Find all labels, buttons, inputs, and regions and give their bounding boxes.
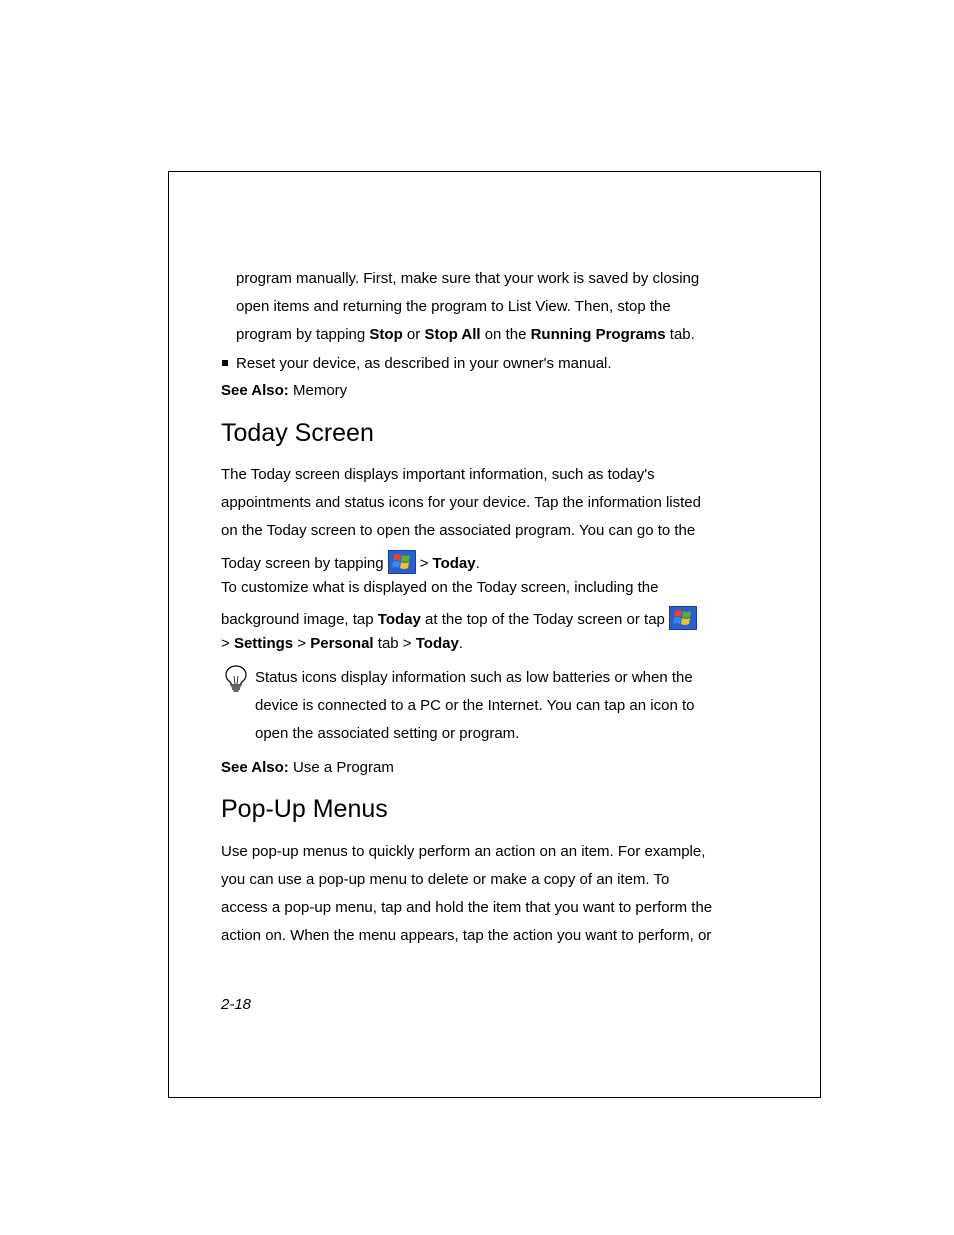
intro-line-1: program manually. First, make sure that your work is saved by closing — [236, 270, 700, 287]
today-p1-line-4: Today screen by tapping > Today. — [221, 550, 480, 574]
today-p1-line-2: appointments and status icons for your device. Tap the information listed — [221, 494, 701, 511]
tip-line-1: Status icons display information such as low batteries or when the — [255, 669, 693, 686]
today-p2-line-2: background image, tap Today at the top of the Today screen or tap — [221, 606, 701, 630]
popup-line-2: you can use a pop-up menu to delete or make a copy of an item. To — [221, 871, 670, 888]
page-number: 2-18 — [221, 996, 252, 1013]
bullet-marker — [222, 360, 228, 366]
popup-line-4: action on. When the menu appears, tap the action you want to perform, or — [221, 927, 712, 944]
intro-line-3: program by tapping Stop or Stop All on the Running Programs tab. — [236, 326, 695, 343]
popup-line-1: Use pop-up menus to quickly perform an action on an item. For example, — [221, 843, 706, 860]
windows-start-icon — [388, 550, 416, 574]
see-also-memory: See Also: Memory — [221, 382, 348, 399]
tip-line-3: open the associated setting or program. — [255, 725, 520, 742]
today-p2-line-1: To customize what is displayed on the Today screen, including the — [221, 579, 659, 596]
today-p1-line-1: The Today screen displays important information, such as today's — [221, 466, 655, 483]
today-p2-line-3: > Settings > Personal tab > Today. — [221, 635, 463, 652]
see-also-link[interactable]: Use a Program — [288, 759, 394, 776]
lightbulb-icon — [224, 664, 248, 692]
see-also-link[interactable]: Memory — [288, 382, 348, 399]
heading-popup-menus: Pop-Up Menus — [221, 795, 388, 823]
popup-line-3: access a pop-up menu, tap and hold the item that you want to perform the — [221, 899, 713, 916]
intro-line-2: open items and returning the program to List View. Then, stop the — [236, 298, 671, 315]
heading-today-screen: Today Screen — [221, 419, 374, 447]
windows-start-icon — [669, 606, 697, 630]
see-also-use-program: See Also: Use a Program — [221, 759, 394, 776]
bullet-text: Reset your device, as described in your owner's manual. — [236, 355, 612, 372]
today-p1-line-3: on the Today screen to open the associated program. You can go to the — [221, 522, 696, 539]
tip-line-2: device is connected to a PC or the Internet. You can tap an icon to — [255, 697, 695, 714]
